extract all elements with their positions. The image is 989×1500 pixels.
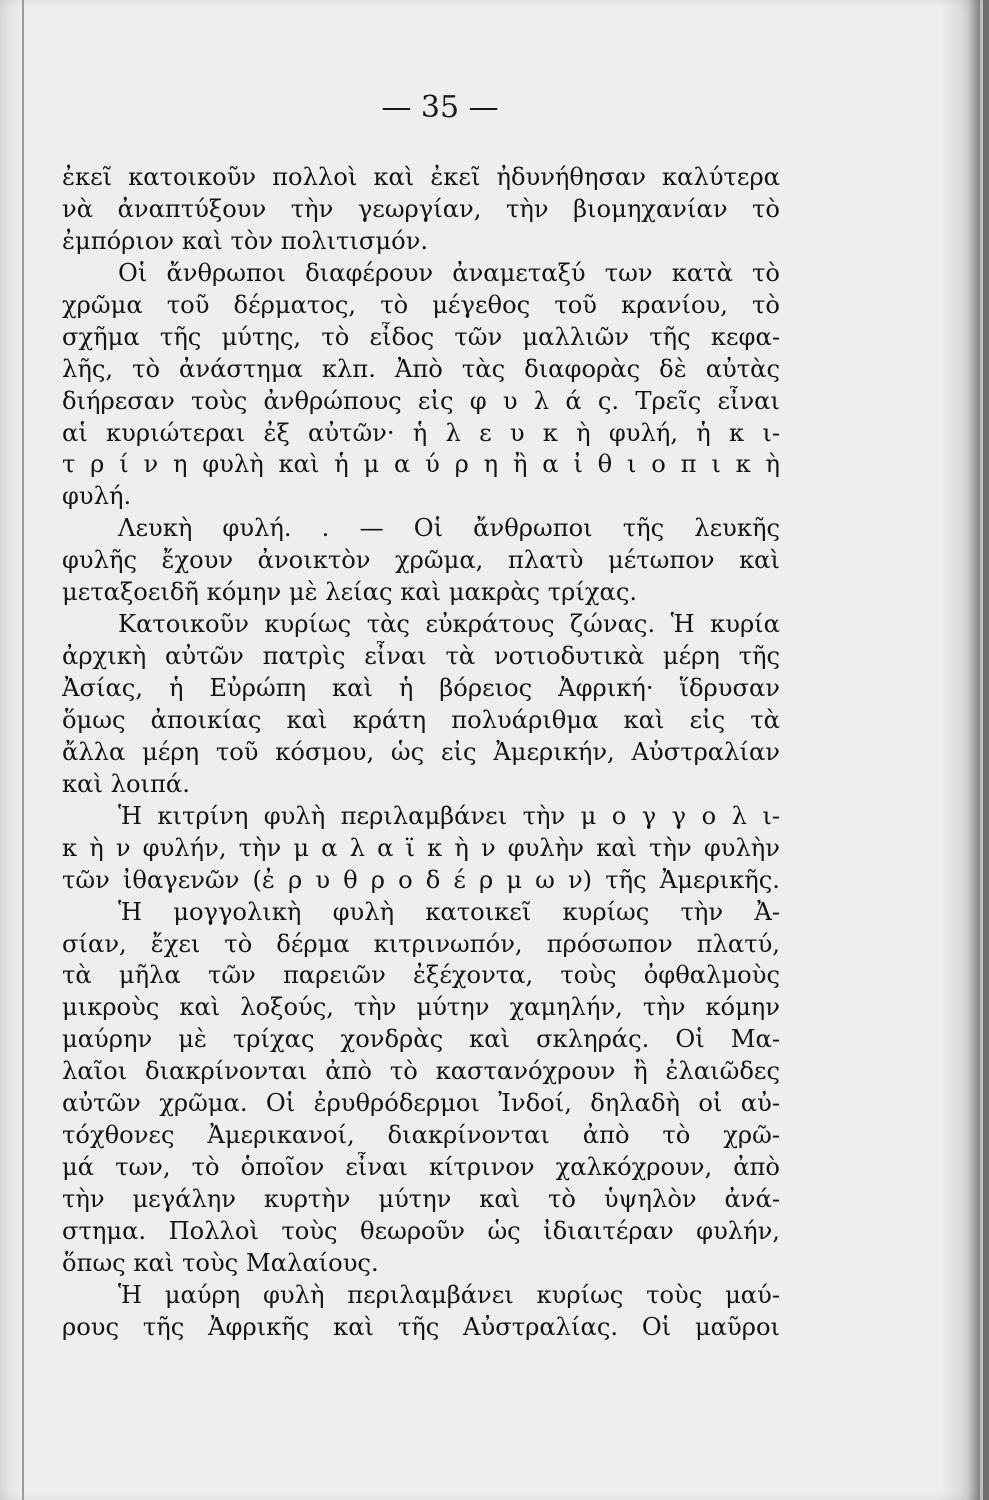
text-line: χρῶμα τοῦ δέρματος, τὸ μέγεθος τοῦ κρανίου, τὸ bbox=[62, 290, 780, 319]
text-line: καὶ λοιπά. bbox=[62, 769, 190, 798]
text-line: μικροὺς καὶ λοξούς, τὴν μύτην χαμηλήν, τὴν κόμην bbox=[62, 993, 780, 1022]
text-line: φυλή. bbox=[62, 482, 132, 511]
text-line: τῶν ἰθαγενῶν (ἐ ρ υ θ ρ ο δ έ ρ μ ω ν) τῆς Ἀμερικῆς. bbox=[62, 865, 780, 894]
text-line: ὅμως ἀποικίας καὶ κράτη πολυάριθμα καὶ εἰς τὰ bbox=[62, 705, 780, 734]
text-line: Ἡ μαύρη φυλὴ περιλαμβάνει κυρίως τοὺς μαύ- bbox=[118, 1280, 780, 1309]
text-line: μαύρην μὲ τρίχας χονδρὰς καὶ σκληράς. Οἱ Μα- bbox=[62, 1025, 780, 1054]
text-line: αἱ κυριώτεραι ἐξ αὐτῶν· ἡ λ ε υ κ ὴ φυλή, ἡ κ ι- bbox=[62, 418, 780, 447]
text-line: τ ρ ί ν η φυλὴ καὶ ἡ μ α ύ ρ η ἢ α ἰ θ ι ο π ι κ ὴ bbox=[62, 450, 780, 479]
text-line: τὴν μεγάλην κυρτὴν μύτην καὶ τὸ ὑψηλὸν ἀνά- bbox=[62, 1185, 780, 1213]
text-line: ἀρχικὴ αὐτῶν πατρὶς εἶναι τὰ νοτιοδυτικὰ μέρη τῆς bbox=[62, 642, 780, 671]
text-line: σίαν, ἔχει τὸ δέρμα κιτρινωπόν, πρόσωπον πλατύ, bbox=[62, 929, 780, 958]
text-line: τόχθονες Ἀμερικανοί, διακρίνονται ἀπὸ τὸ χρῶ- bbox=[62, 1121, 780, 1150]
text-line: Ἡ μογγολικὴ φυλὴ κατοικεῖ κυρίως τὴν Ἀ- bbox=[118, 897, 780, 926]
text-line: σχῆμα τῆς μύτης, τὸ εἶδος τῶν μαλλιῶν τῆς κεφα- bbox=[62, 322, 780, 351]
text-line: διήρεσαν τοὺς ἀνθρώπους εἰς φ υ λ ά ς. Τρεῖς εἶναι bbox=[62, 386, 780, 415]
text-line: Κατοικοῦν κυρίως τὰς εὐκράτους ζώνας. Ἡ κυρία bbox=[118, 610, 780, 639]
page-gutter bbox=[22, 0, 24, 1500]
text-line: φυλῆς ἔχουν ἀνοικτὸν χρῶμα, πλατὺ μέτωπον καὶ bbox=[62, 546, 780, 575]
page-number: — 35 — bbox=[381, 90, 499, 125]
text-line: μά των, τὸ ὁποῖον εἶναι κίτρινον χαλκόχρουν, ἀπὸ bbox=[62, 1153, 780, 1182]
text-line: ἄλλα μέρη τοῦ κόσμου, ὡς εἰς Ἀμερικήν, Αὐστραλίαν bbox=[62, 737, 780, 766]
text-line: ρους τῆς Ἀφρικῆς καὶ τῆς Αὐστραλίας. Οἱ μαῦροι bbox=[62, 1312, 780, 1341]
text-line: τὰ μῆλα τῶν παρειῶν ἐξέχοντα, τοὺς ὀφθαλμοὺς bbox=[62, 961, 780, 990]
text-line: λῆς, τὸ ἀνάστημα κλπ. Ἀπὸ τὰς διαφορὰς δὲ αὐτὰς bbox=[62, 354, 780, 383]
text-line: ἐμπόριον καὶ τὸν πολιτισμόν. bbox=[62, 226, 429, 255]
text-line: Οἱ ἄνθρωποι διαφέρουν ἀναμεταξύ των κατὰ τὸ bbox=[118, 258, 780, 287]
body-text bbox=[62, 162, 780, 1344]
text-line: Ἡ κιτρίνη φυλὴ περιλαμβάνει τὴν μ ο γ γ ο λ ι- bbox=[118, 801, 780, 830]
text-line: λαῖοι διακρίνονται ἀπὸ τὸ καστανόχρουν ἢ ἐλαιῶδες bbox=[62, 1057, 780, 1086]
text-line: Ἀσίας, ἡ Εὐρώπη καὶ ἡ βόρειος Ἀφρική· ἵδρυσαν bbox=[62, 674, 780, 702]
text-line: νὰ ἀναπτύξουν τὴν γεωργίαν, τὴν βιομηχανίαν τὸ bbox=[62, 194, 780, 223]
text-line: κ ὴ ν φυλήν, τὴν μ α λ α ϊ κ ὴ ν φυλὴν καὶ τὴν φυλὴν bbox=[62, 833, 780, 862]
text-line: στημα. Πολλοὶ τοὺς θεωροῦν ὡς ἰδιαιτέραν φυλήν, bbox=[62, 1216, 780, 1245]
page-edge-shadow bbox=[940, 0, 980, 1500]
text-line: ὅπως καὶ τοὺς Μαλαίους. bbox=[62, 1248, 379, 1277]
text-line: αὐτῶν χρῶμα. Οἱ ἐρυθρόδερμοι Ἰνδοί, δηλαδὴ οἱ αὐ- bbox=[62, 1089, 780, 1118]
text-line: Λευκὴ φυλή. . — Οἱ ἄνθρωποι τῆς λευκῆς bbox=[118, 514, 780, 543]
text-line: μεταξοειδῆ κόμην μὲ λείας καὶ μακρὰς τρίχας. bbox=[62, 578, 638, 607]
text-line: ἐκεῖ κατοικοῦν πολλοὶ καὶ ἐκεῖ ἠδυνήθησαν καλύτερα bbox=[62, 163, 780, 191]
